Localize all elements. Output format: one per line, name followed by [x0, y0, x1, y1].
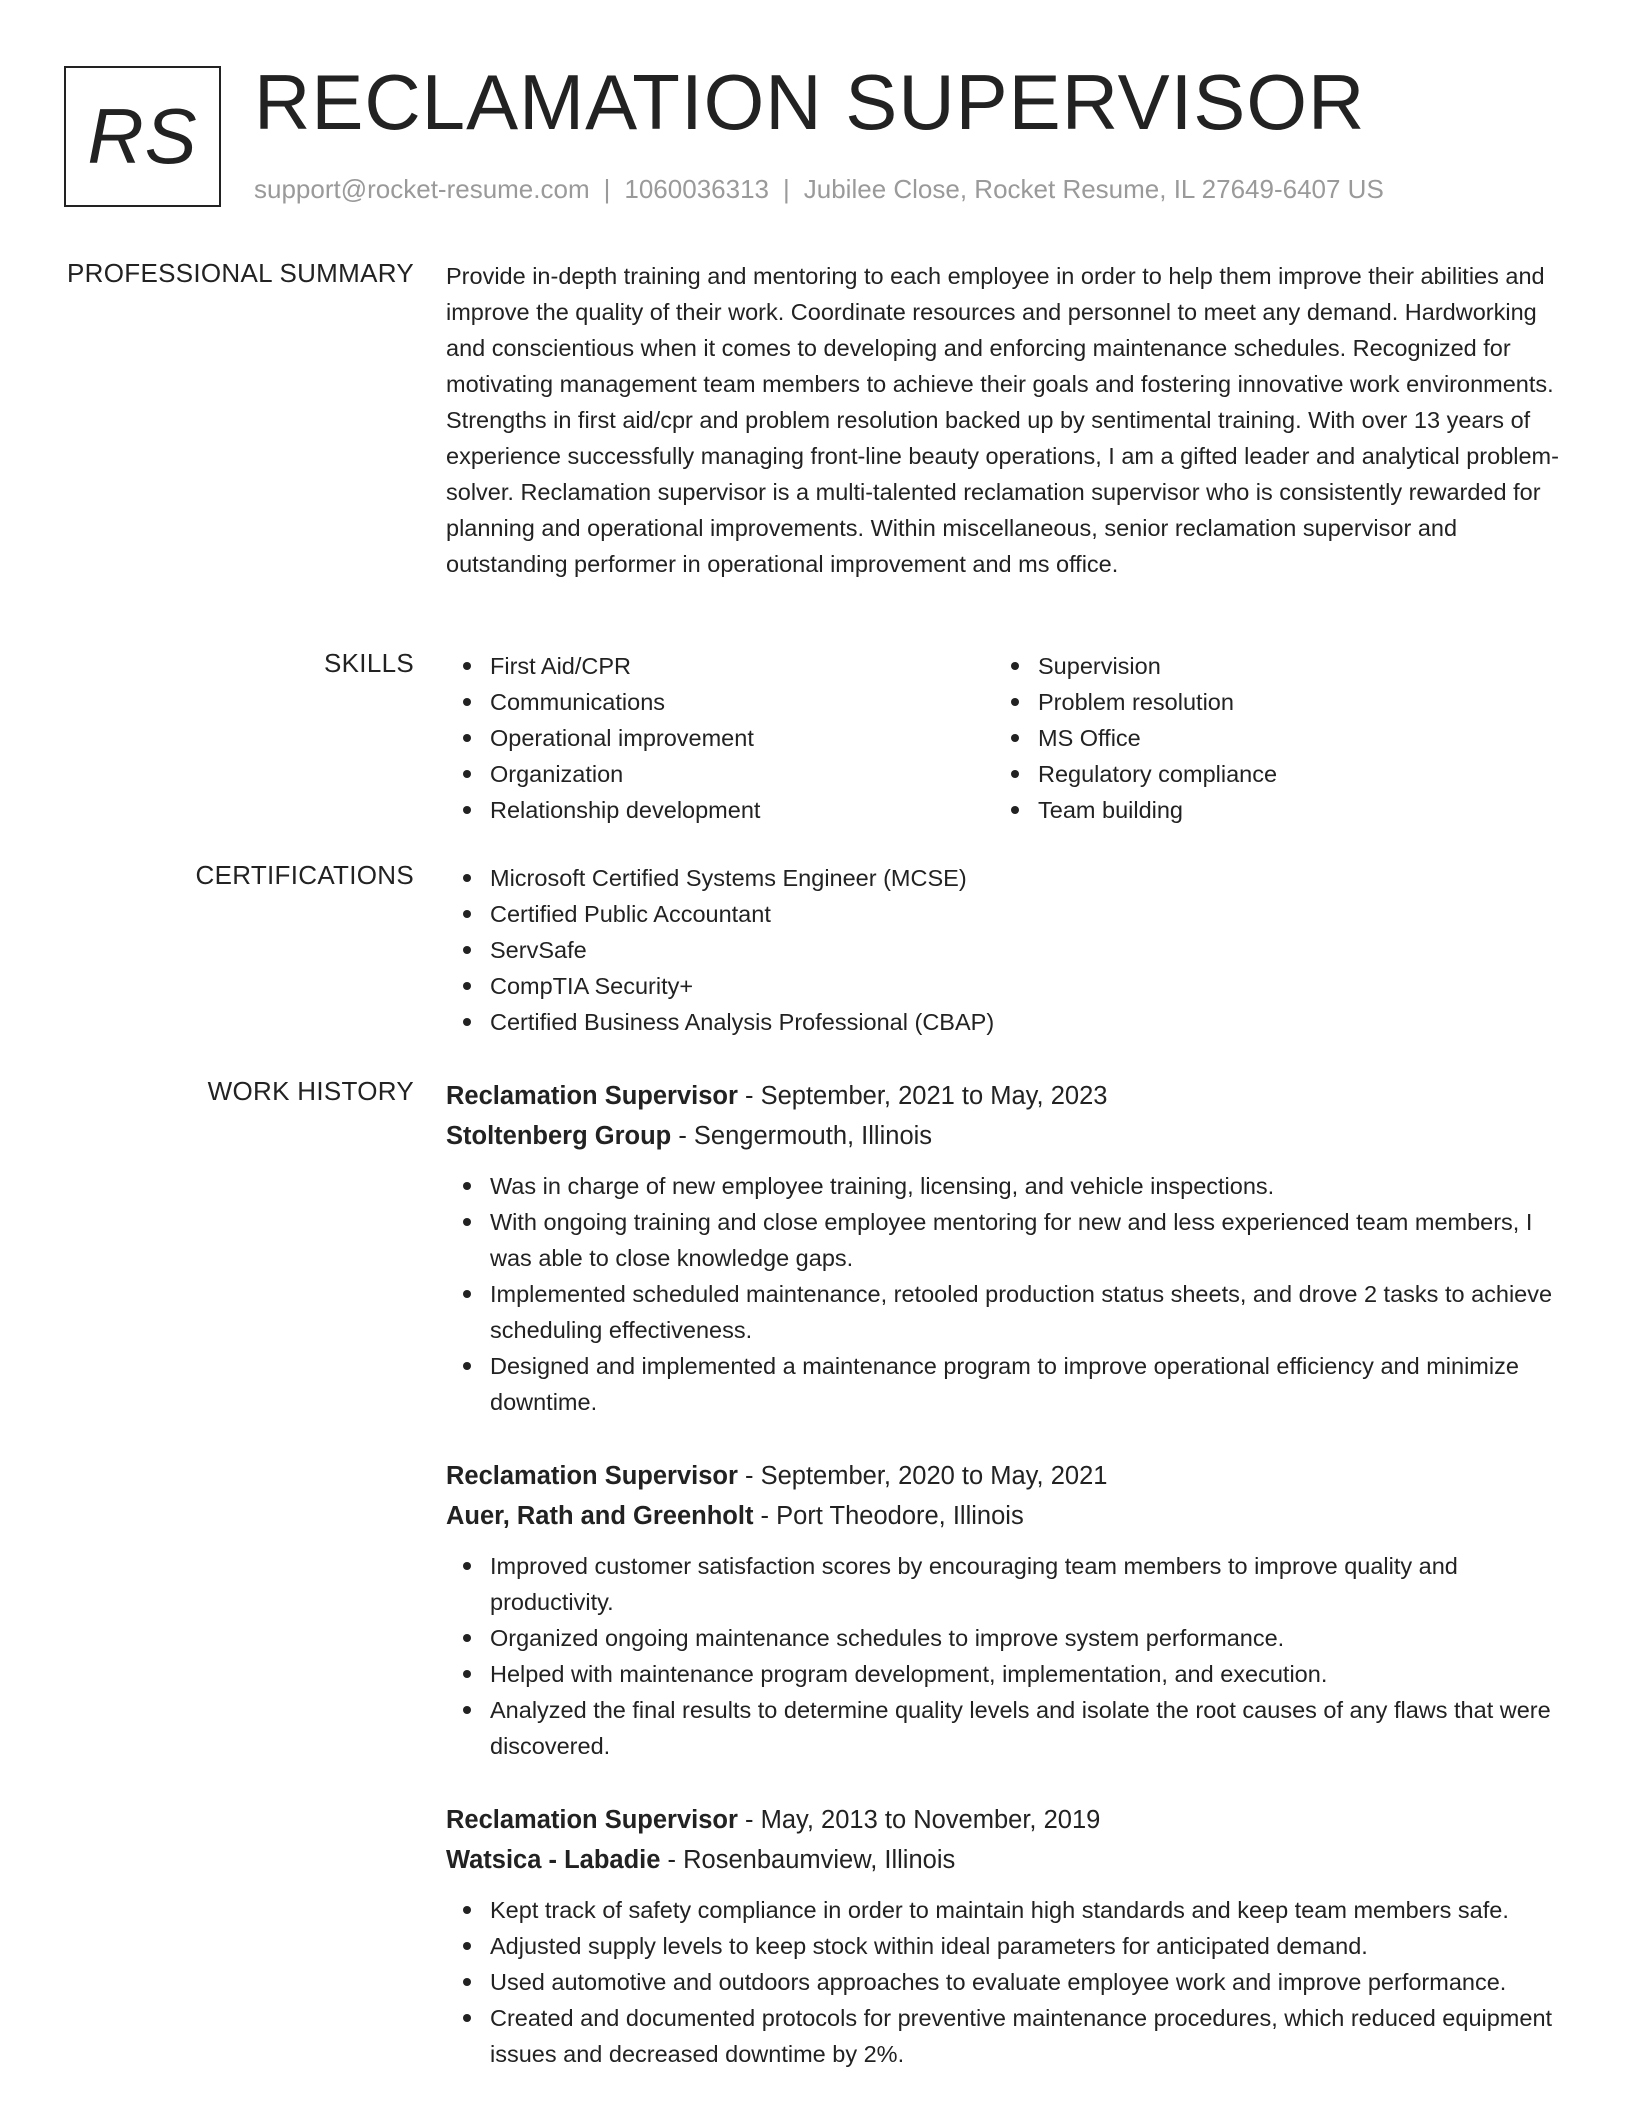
section-label-work-history: WORK HISTORY	[207, 1076, 414, 1106]
certification-item: Microsoft Certified Systems Engineer (MCSE)	[446, 860, 1566, 896]
job-duty: Kept track of safety compliance in order to maintain high standards and keep team members safe.	[446, 1892, 1566, 1928]
job-dates: - September, 2021 to May, 2023	[737, 1082, 1108, 1110]
job-company: Stoltenberg Group	[446, 1122, 672, 1150]
job-duties	[446, 1548, 1566, 1764]
job-duty: Helped with maintenance program development, implementation, and execution.	[446, 1656, 1566, 1692]
job-dates: - September, 2020 to May, 2021	[737, 1462, 1108, 1490]
job-duty: Used automotive and outdoors approaches to evaluate employee work and improve performance.	[446, 1964, 1566, 2000]
job-entry	[446, 1800, 1566, 2072]
skill-item: Organization	[446, 756, 994, 792]
job-duties	[446, 1892, 1566, 2072]
contact-separator: |	[783, 174, 790, 204]
certification-item: CompTIA Security+	[446, 968, 1566, 1004]
page-title: RECLAMATION SUPERVISOR	[254, 58, 1366, 146]
job-duty: Designed and implemented a maintenance program to improve operational efficiency and minimize downtime.	[446, 1348, 1566, 1420]
summary-text: Provide in-depth training and mentoring to each employee in order to help them improve their abilities and improve the quality of their work. Coordinate resources and personnel to meet any demand. Hardworking and conscientious when it comes to developing and enforcing maintenance schedules. Recognized for motivating management team members to achieve their goals and fostering innovative work environments. Strengths in first aid/cpr and problem resolution backed up by sentimental training. With over 13 years of experience successfully managing front-line beauty operations, I am a gifted leader and analytical problem-solver. Reclamation supervisor is a multi-talented reclamation supervisor who is consistently rewarded for planning and operational improvements. Within miscellaneous, senior reclamation supervisor and outstanding performer in operational improvement and ms office.	[446, 263, 1559, 577]
job-duty: Improved customer satisfaction scores by encouraging team members to improve quality and productivity.	[446, 1548, 1566, 1620]
section-label-summary: PROFESSIONAL SUMMARY	[67, 258, 414, 288]
skills-column-1	[446, 648, 994, 828]
job-role: Reclamation Supervisor	[446, 1462, 738, 1490]
certifications-list	[446, 860, 1566, 1040]
summary-body	[446, 258, 1566, 582]
contact-address: Jubilee Close, Rocket Resume, IL 27649-6407 US	[803, 174, 1384, 204]
job-location: - Rosenbaumview, Illinois	[660, 1846, 956, 1874]
skill-item: Operational improvement	[446, 720, 994, 756]
contact-separator: |	[603, 174, 611, 204]
skill-item: Supervision	[994, 648, 1542, 684]
section-label-skills: SKILLS	[324, 648, 414, 678]
skill-item: Team building	[994, 792, 1542, 828]
job-company-line	[446, 1116, 1566, 1156]
skill-item: Relationship development	[446, 792, 994, 828]
skill-item: Problem resolution	[994, 684, 1542, 720]
job-location: - Sengermouth, Illinois	[671, 1122, 933, 1150]
certification-item: ServSafe	[446, 932, 1566, 968]
skills-body	[446, 648, 1566, 828]
job-company-line	[446, 1840, 1566, 1880]
contact-phone: 1060036313	[624, 174, 769, 204]
job-duty: Analyzed the final results to determine quality levels and isolate the root causes of any flaws that were discovered.	[446, 1692, 1566, 1764]
job-role: Reclamation Supervisor	[446, 1806, 738, 1834]
job-dates: - May, 2013 to November, 2019	[737, 1806, 1101, 1834]
job-location: - Port Theodore, Illinois	[753, 1502, 1024, 1530]
job-title-line	[446, 1456, 1566, 1496]
contact-line	[254, 174, 1384, 205]
skill-item: Regulatory compliance	[994, 756, 1542, 792]
section-label-certifications: CERTIFICATIONS	[195, 860, 414, 890]
job-duty: Created and documented protocols for preventive maintenance procedures, which reduced equipment issues and decreased downtime by 2%.	[446, 2000, 1566, 2072]
job-role: Reclamation Supervisor	[446, 1082, 738, 1110]
monogram-logo: RS	[64, 66, 221, 207]
job-duty: Was in charge of new employee training, licensing, and vehicle inspections.	[446, 1168, 1566, 1204]
skill-item: MS Office	[994, 720, 1542, 756]
contact-email: support@rocket-resume.com	[254, 174, 590, 204]
job-entry	[446, 1076, 1566, 1420]
job-duty: With ongoing training and close employee mentoring for new and less experienced team members, I was able to close knowledge gaps.	[446, 1204, 1566, 1276]
certification-item: Certified Business Analysis Professional (CBAP)	[446, 1004, 1566, 1040]
skills-column-2	[994, 648, 1542, 828]
job-title-line	[446, 1076, 1566, 1116]
job-company: Watsica - Labadie	[446, 1846, 661, 1874]
job-company-line	[446, 1496, 1566, 1536]
job-title-line	[446, 1800, 1566, 1840]
skill-item: Communications	[446, 684, 994, 720]
job-duty: Implemented scheduled maintenance, retooled production status sheets, and drove 2 tasks to achieve scheduling effectiveness.	[446, 1276, 1566, 1348]
skill-item: First Aid/CPR	[446, 648, 994, 684]
job-duty: Adjusted supply levels to keep stock within ideal parameters for anticipated demand.	[446, 1928, 1566, 1964]
work-history-body	[446, 1076, 1566, 2108]
job-duties	[446, 1168, 1566, 1420]
certification-item: Certified Public Accountant	[446, 896, 1566, 932]
certifications-body	[446, 860, 1566, 1040]
job-company: Auer, Rath and Greenholt	[446, 1502, 754, 1530]
job-entry	[446, 1456, 1566, 1764]
job-duty: Organized ongoing maintenance schedules to improve system performance.	[446, 1620, 1566, 1656]
